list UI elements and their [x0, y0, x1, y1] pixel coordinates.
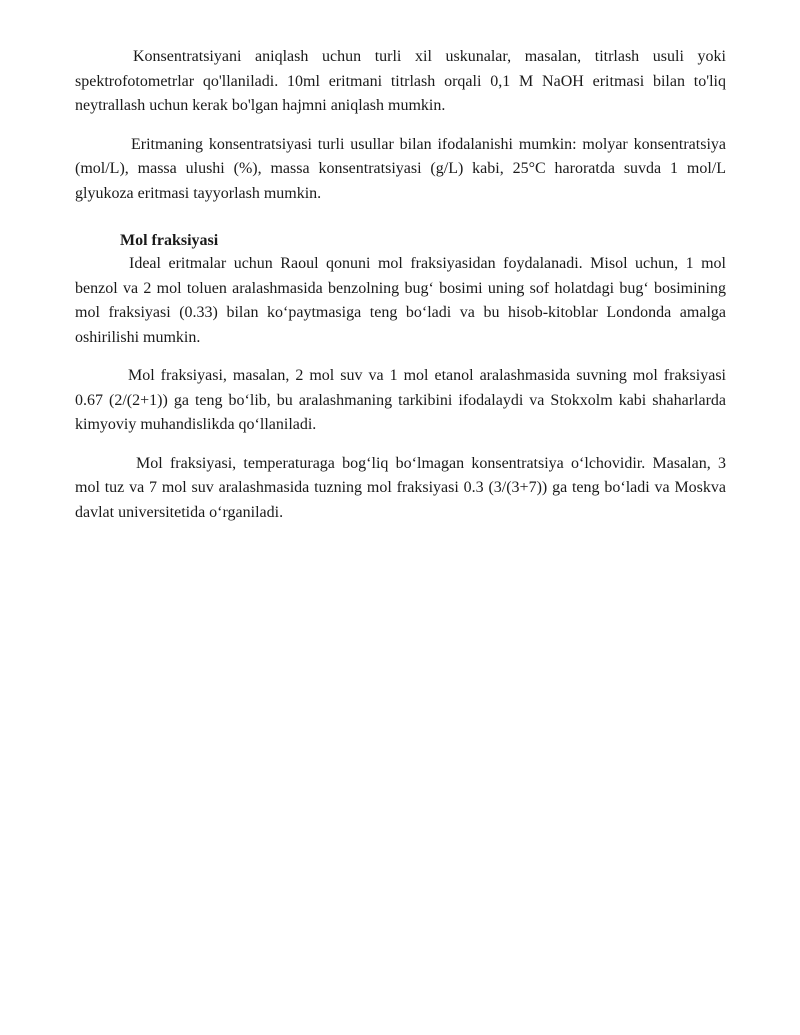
section-heading-mol-fraction: Mol fraksiyasi	[120, 232, 219, 249]
paragraph-temperature-independent: Mol fraksiyasi, temperaturaga bog‘liq bo‘lmagan konsentratsiya o‘lchovidir. Masalan, 3 mol tuz va 7 mol suv aralashmasida tuzning mol fraksiyasi 0.3 (3/(3+7)) ga teng bo‘ladi va Moskva davlat universitetida o‘rganiladi.	[75, 454, 726, 521]
paragraph-concentration-methods: Konsentratsiyani aniqlash uchun turli xil uskunalar, masalan, titrlash usuli yoki spektrofotometrlar qo'llaniladi. 10ml eritmani titrlash orqali 0,1 M NaOH eritmasi bilan to'liq neytrallash uchun kerak bo'lgan hajmni aniqlash mumkin.	[75, 48, 726, 114]
paragraph-raoult-law: Ideal eritmalar uchun Raoul qonuni mol fraksiyasidan foydalanadi. Misol uchun, 1 mol benzol va 2 mol toluen aralashmasida benzolning bug‘ bosimi uning sof holatdagi bug‘ bosimining mol fraksiyasi (0.33) bilan ko‘paytmasiga teng bo‘ladi va bu hisob-kitoblar Londonda amalga oshirilishi mumkin.	[75, 255, 726, 346]
paragraph-concentration-expressions: Eritmaning konsentratsiyasi turli usullar bilan ifodalanishi mumkin: molyar konsentratsiya (mol/L), massa ulushi (%), massa konsentratsiyasi (g/L) kabi, 25°C haroratda suvda 1 mol/L glyukoza eritmasi tayyorlash mumkin.	[75, 135, 726, 202]
paragraph-water-ethanol: Mol fraksiyasi, masalan, 2 mol suv va 1 mol etanol aralashmasida suvning mol fraksiyasi 0.67 (2/(2+1)) ga teng bo‘lib, bu aralashmaning tarkibini ifodalaydi va Stokxolm kabi shaharlarda kimyoviy muhandislikda qo‘llaniladi.	[75, 367, 726, 433]
document-body	[75, 45, 726, 539]
